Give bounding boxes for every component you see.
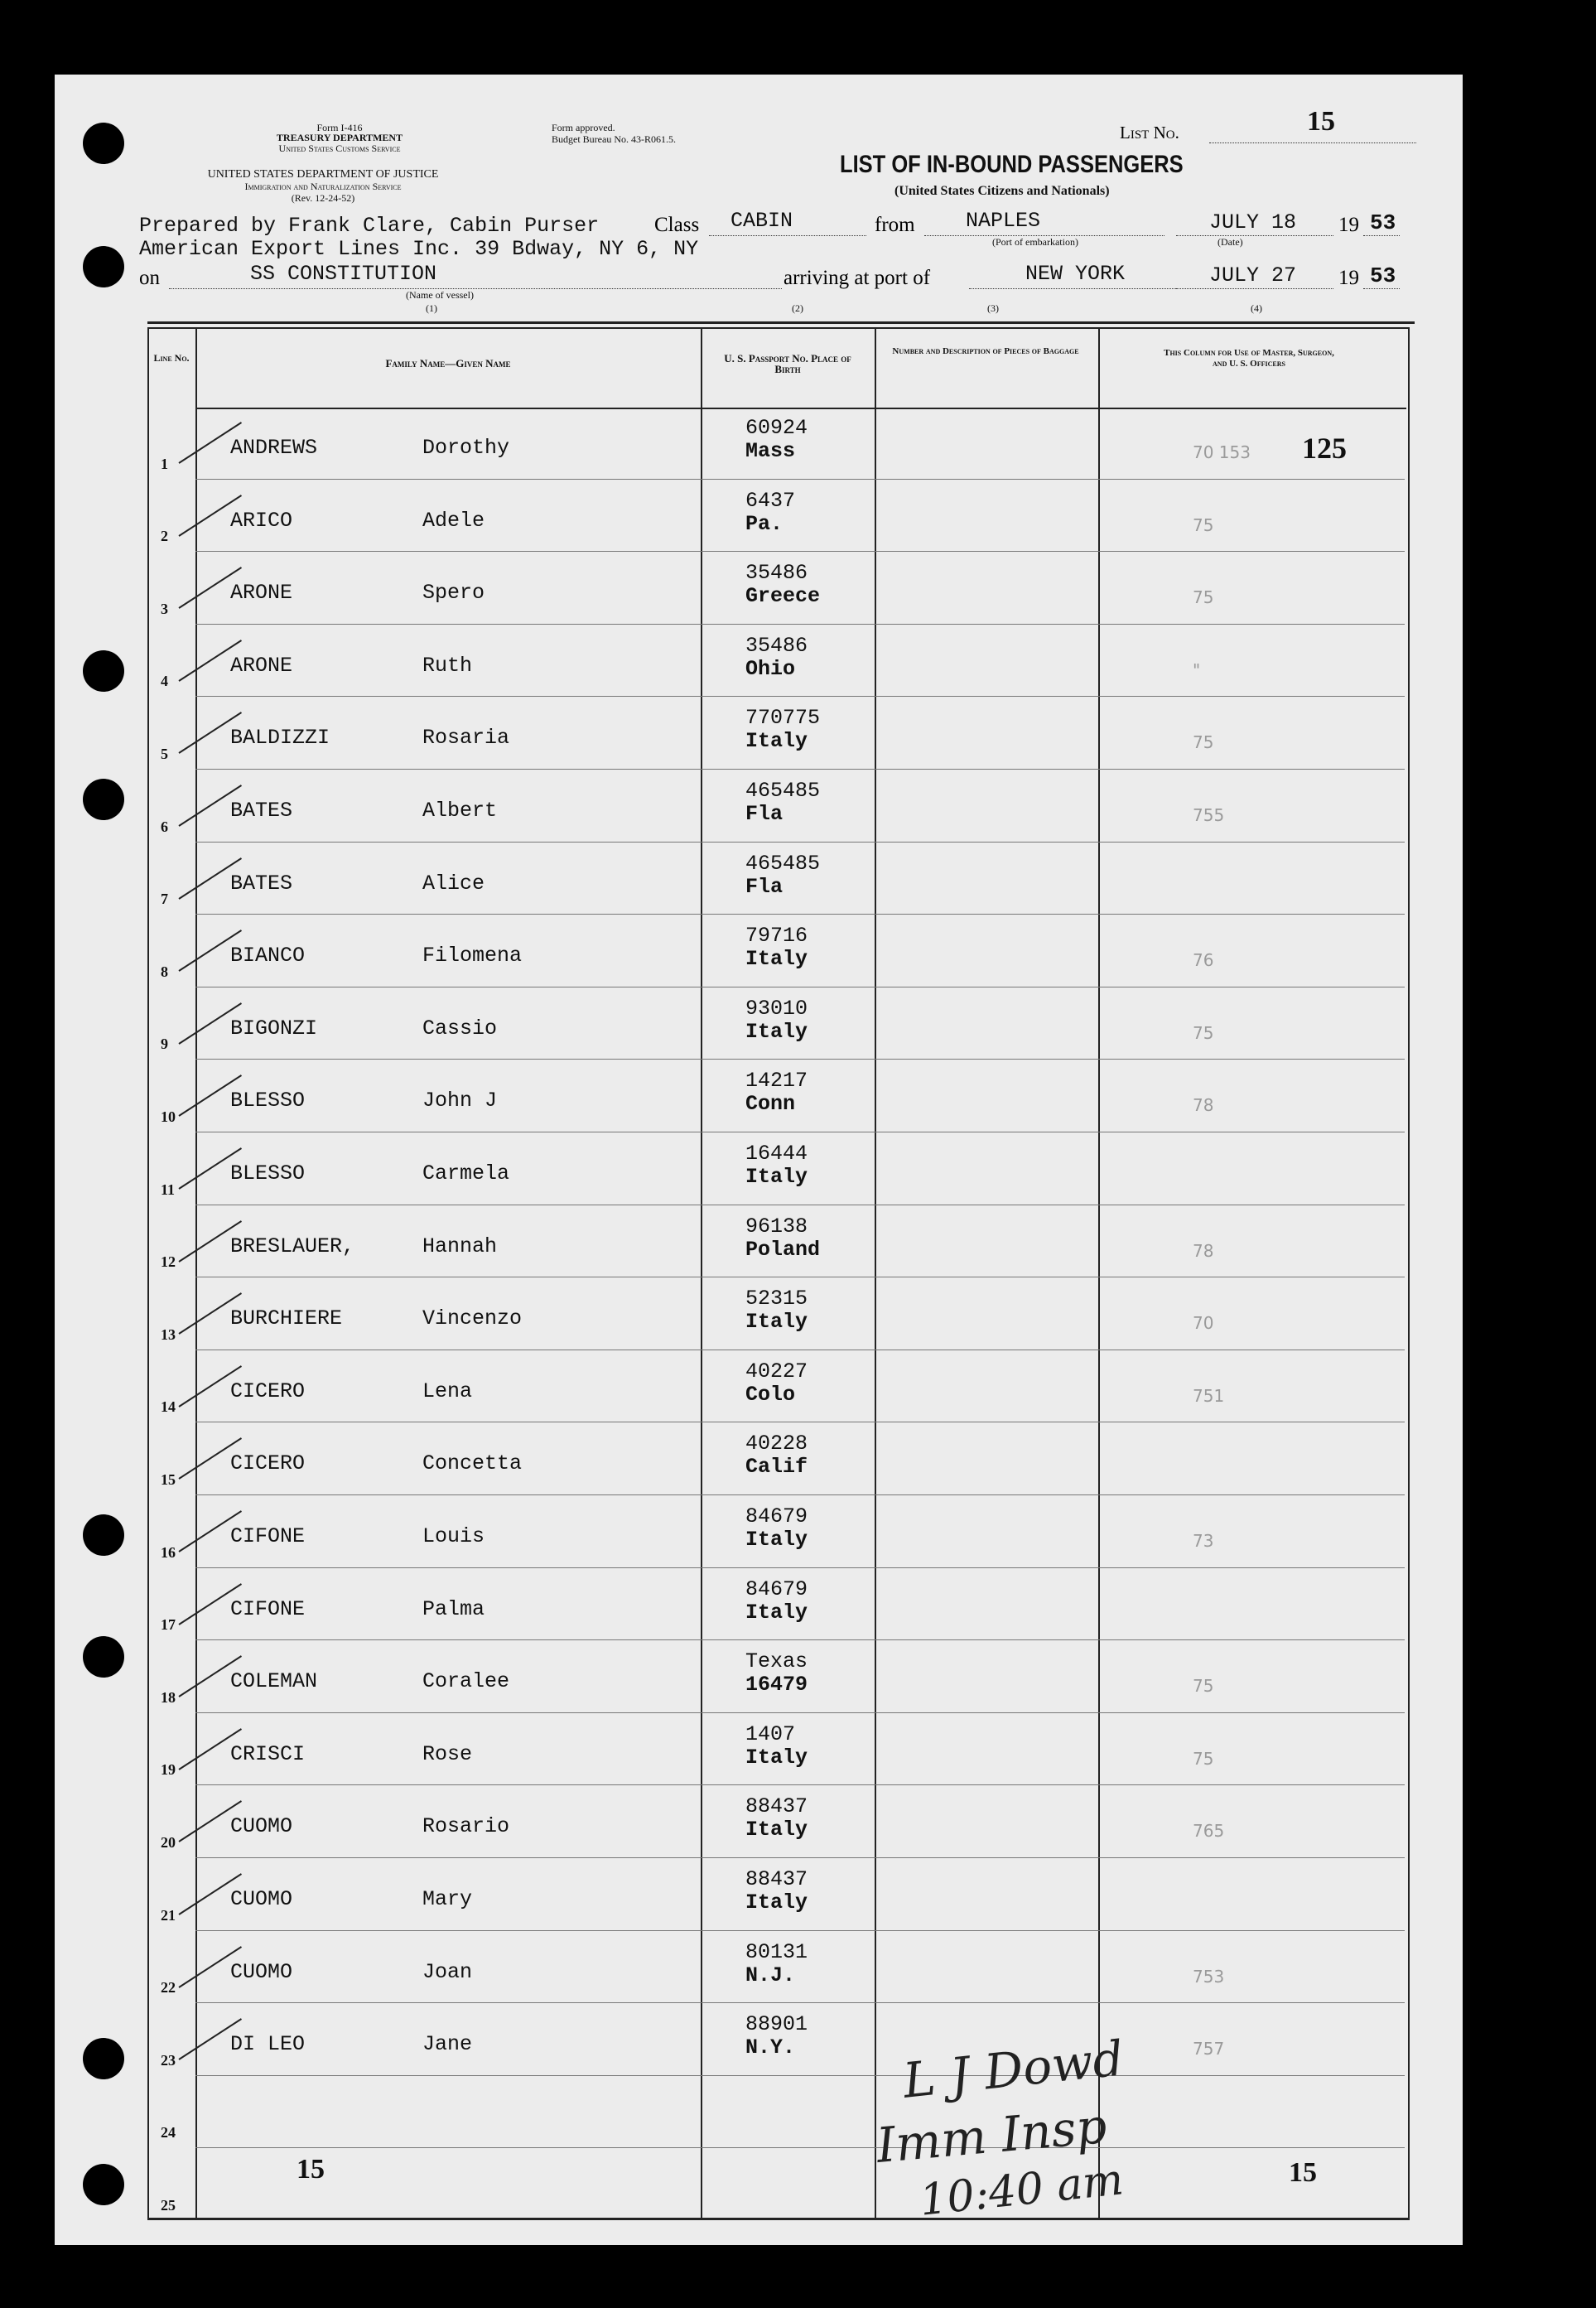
row-divider bbox=[195, 2002, 1405, 2003]
col-num-4: (4) bbox=[1251, 302, 1262, 314]
place-of-birth: Colo bbox=[745, 1382, 796, 1407]
officer-note: 70 bbox=[1193, 1313, 1214, 1334]
year-prefix: 19 bbox=[1338, 214, 1359, 236]
place-of-birth: Italy bbox=[745, 947, 808, 972]
line-number: 13 bbox=[161, 1325, 176, 1343]
family-name: BATES bbox=[230, 871, 293, 896]
list-no-label: List No. bbox=[1120, 123, 1179, 142]
passport-number: 88901 bbox=[745, 2012, 808, 2037]
form-number: Form I-416 bbox=[316, 122, 363, 133]
given-name: Mary bbox=[422, 1887, 473, 1911]
passport-number: 52315 bbox=[745, 1287, 808, 1311]
place-of-birth: Poland bbox=[745, 1237, 821, 1262]
line-number: 24 bbox=[161, 2124, 176, 2141]
given-name: Spero bbox=[422, 581, 485, 606]
line-number: 12 bbox=[161, 1253, 176, 1271]
family-name: BALDIZZI bbox=[230, 726, 330, 751]
officer-note: 70 153 bbox=[1193, 442, 1251, 462]
given-name: Rose bbox=[422, 1741, 473, 1766]
form-title: LIST OF IN-BOUND PASSENGERS bbox=[840, 151, 1184, 178]
line-number: 4 bbox=[161, 673, 168, 690]
passport-number: 16444 bbox=[745, 1142, 808, 1166]
customs-service: United States Customs Service bbox=[278, 142, 401, 154]
line-number: 23 bbox=[161, 2051, 176, 2069]
given-name: Rosaria bbox=[422, 726, 510, 751]
vessel-name: SS CONSTITUTION bbox=[250, 262, 437, 286]
given-name: Alice bbox=[422, 871, 485, 896]
given-name: Ruth bbox=[422, 653, 473, 678]
line-number: 10 bbox=[161, 1108, 176, 1125]
family-name: BRESLAUER, bbox=[230, 1234, 355, 1258]
officer-note: 75 bbox=[1193, 587, 1214, 608]
col-header-passport: U. S. Passport No. Place of Birth bbox=[724, 352, 851, 375]
total-left: 15 bbox=[297, 2154, 325, 2185]
line-number: 14 bbox=[161, 1398, 176, 1416]
row-divider bbox=[195, 479, 1405, 480]
row-divider bbox=[195, 696, 1405, 697]
place-of-birth: Italy bbox=[745, 729, 808, 754]
officer-note: 73 bbox=[1193, 1531, 1214, 1551]
binder-hole bbox=[83, 1514, 124, 1556]
justice-dept: UNITED STATES DEPARTMENT OF JUSTICE bbox=[207, 168, 439, 181]
line-number: 8 bbox=[161, 963, 168, 980]
given-name: Cassio bbox=[422, 1016, 498, 1041]
place-of-birth: Mass bbox=[745, 439, 796, 463]
budget-bureau: Budget Bureau No. 43-R061.5. bbox=[552, 133, 676, 145]
officer-note: 75 bbox=[1193, 732, 1214, 753]
place-of-birth: Italy bbox=[745, 1528, 808, 1552]
passport-number: 84679 bbox=[745, 1504, 808, 1528]
family-name: CIFONE bbox=[230, 1596, 306, 1621]
row-divider bbox=[195, 1494, 1405, 1495]
family-name: BIGONZI bbox=[230, 1016, 318, 1041]
officer-note: 755 bbox=[1193, 805, 1225, 825]
row-divider bbox=[195, 2147, 1405, 2148]
place-of-birth: Italy bbox=[745, 1165, 808, 1189]
line-number: 2 bbox=[161, 528, 168, 545]
place-of-birth: N.Y. bbox=[745, 2035, 796, 2060]
signature-time: 10:40 am bbox=[917, 2155, 1126, 2226]
list-number: 15 bbox=[1307, 106, 1335, 137]
family-name: BLESSO bbox=[230, 1089, 306, 1113]
officer-note: 765 bbox=[1193, 1821, 1225, 1842]
departure-year: 53 bbox=[1370, 210, 1396, 235]
row-divider bbox=[195, 914, 1405, 915]
row-divider bbox=[195, 842, 1405, 843]
passport-number: 770775 bbox=[745, 706, 821, 731]
place-of-birth: 16479 bbox=[745, 1673, 808, 1697]
family-name: BATES bbox=[230, 799, 293, 823]
date-caption: (Date) bbox=[1217, 236, 1243, 248]
passport-number: 60924 bbox=[745, 416, 808, 440]
place-of-birth: Conn bbox=[745, 1092, 796, 1117]
col-num-1: (1) bbox=[426, 302, 437, 314]
given-name: Palma bbox=[422, 1596, 485, 1621]
passport-number: 40227 bbox=[745, 1359, 808, 1383]
passport-number: 88437 bbox=[745, 1867, 808, 1891]
given-name: Louis bbox=[422, 1524, 485, 1548]
arrival-year: 53 bbox=[1370, 263, 1396, 288]
officer-note: 75 bbox=[1193, 514, 1214, 535]
binder-hole bbox=[83, 779, 124, 820]
year-prefix-2: 19 bbox=[1338, 267, 1359, 289]
col-header-officers: This Column for Use of Master, Surgeon, and U. S. Officers bbox=[1164, 348, 1334, 369]
given-name: Joan bbox=[422, 1959, 473, 1984]
passport-number: 79716 bbox=[745, 924, 808, 949]
binder-hole bbox=[83, 2164, 124, 2205]
given-name: Albert bbox=[422, 799, 498, 823]
officer-note: 76 bbox=[1193, 950, 1214, 971]
officer-note: 751 bbox=[1193, 1385, 1225, 1406]
given-name: John J bbox=[422, 1089, 498, 1113]
place-of-birth: Italy bbox=[745, 1745, 808, 1770]
family-name: CUOMO bbox=[230, 1814, 293, 1839]
from-label: from bbox=[875, 214, 915, 236]
line-number: 21 bbox=[161, 1906, 176, 1924]
given-name: Jane bbox=[422, 2032, 473, 2057]
binder-hole bbox=[83, 1636, 124, 1678]
passport-number: 40228 bbox=[745, 1432, 808, 1456]
binder-hole bbox=[83, 650, 124, 692]
passport-number: 93010 bbox=[745, 996, 808, 1021]
row-divider bbox=[195, 2075, 1405, 2076]
passport-number: 84679 bbox=[745, 1576, 808, 1601]
col-num-2: (2) bbox=[792, 302, 803, 314]
arrival-port: NEW YORK bbox=[1025, 262, 1126, 286]
line-number: 3 bbox=[161, 600, 168, 617]
on-label: on bbox=[139, 267, 160, 289]
passport-number: 1407 bbox=[745, 1721, 796, 1746]
passport-number: Texas bbox=[745, 1649, 808, 1674]
passport-number: 465485 bbox=[745, 779, 821, 803]
line-number: 19 bbox=[161, 1761, 176, 1779]
given-name: Concetta bbox=[422, 1451, 523, 1476]
passport-number: 88437 bbox=[745, 1794, 808, 1819]
family-name: ANDREWS bbox=[230, 436, 318, 460]
row-divider bbox=[195, 769, 1405, 770]
family-name: CUOMO bbox=[230, 1887, 293, 1911]
line-number: 9 bbox=[161, 1036, 168, 1053]
departure-date: JULY 18 bbox=[1209, 210, 1297, 234]
arrival-date: JULY 27 bbox=[1209, 263, 1297, 287]
arriving-label: arriving at port of bbox=[784, 267, 931, 289]
family-name: CICERO bbox=[230, 1379, 306, 1403]
passport-number: 35486 bbox=[745, 561, 808, 586]
port-embark-caption: (Port of embarkation) bbox=[992, 236, 1078, 248]
given-name: Dorothy bbox=[422, 436, 510, 460]
row-divider bbox=[195, 624, 1405, 625]
binder-hole bbox=[83, 123, 124, 164]
place-of-birth: Ohio bbox=[745, 656, 796, 681]
passenger-table bbox=[147, 327, 1410, 2220]
family-name: ARONE bbox=[230, 581, 293, 606]
line-number: 20 bbox=[161, 1834, 176, 1851]
place-of-birth: Fla bbox=[745, 874, 784, 899]
from-value: NAPLES bbox=[966, 209, 1041, 233]
ins-service: Immigration and Naturalization Service bbox=[244, 181, 402, 192]
family-name: BIANCO bbox=[230, 944, 306, 968]
line-number: 7 bbox=[161, 891, 168, 908]
passport-number: 465485 bbox=[745, 851, 821, 876]
form-approved: Form approved. bbox=[552, 122, 615, 133]
line-number: 22 bbox=[161, 1979, 176, 1997]
line-number: 11 bbox=[161, 1181, 176, 1198]
place-of-birth: Italy bbox=[745, 1310, 808, 1335]
officer-signature: L J Dowd bbox=[900, 2030, 1126, 2109]
given-name: Filomena bbox=[422, 944, 523, 968]
row-divider bbox=[195, 1059, 1405, 1060]
place-of-birth: Italy bbox=[745, 1818, 808, 1842]
line-number: 18 bbox=[161, 1688, 176, 1706]
revision-date: (Rev. 12-24-52) bbox=[291, 192, 355, 204]
col-header-baggage: Number and Description of Pieces of Baggage bbox=[892, 346, 1079, 356]
place-of-birth: Italy bbox=[745, 1019, 808, 1044]
col-header-line-no: Line No. bbox=[153, 352, 190, 364]
line-number: 6 bbox=[161, 818, 168, 835]
family-name: CRISCI bbox=[230, 1741, 306, 1766]
class-value: CABIN bbox=[730, 209, 793, 233]
officer-note: 78 bbox=[1193, 1240, 1214, 1261]
officer-note: 75 bbox=[1193, 1676, 1214, 1697]
given-name: Hannah bbox=[422, 1234, 498, 1258]
place-of-birth: Fla bbox=[745, 802, 784, 826]
row-divider bbox=[195, 1639, 1405, 1640]
form-subtitle: (United States Citizens and Nationals) bbox=[894, 184, 1110, 198]
officer-note: 75 bbox=[1193, 1022, 1214, 1043]
given-name: Rosario bbox=[422, 1814, 510, 1839]
page-count: 125 bbox=[1302, 432, 1347, 465]
row-divider bbox=[195, 1567, 1405, 1568]
family-name: ARICO bbox=[230, 508, 293, 533]
family-name: BURCHIERE bbox=[230, 1306, 343, 1331]
passport-number: 80131 bbox=[745, 1939, 808, 1964]
col-header-name: Family Name—Given Name bbox=[385, 357, 511, 369]
line-number: 17 bbox=[161, 1616, 176, 1634]
line-number: 25 bbox=[161, 2197, 176, 2214]
officer-note: 753 bbox=[1193, 1966, 1225, 1987]
family-name: CUOMO bbox=[230, 1959, 293, 1984]
prepared-by: Prepared by Frank Clare, Cabin Purser bbox=[139, 214, 600, 238]
officer-note: 78 bbox=[1193, 1095, 1214, 1116]
row-divider bbox=[195, 1857, 1405, 1858]
row-divider bbox=[195, 1784, 1405, 1785]
passport-number: 35486 bbox=[745, 633, 808, 658]
passport-number: 14217 bbox=[745, 1069, 808, 1094]
line-number: 5 bbox=[161, 746, 168, 762]
line-number: 16 bbox=[161, 1543, 176, 1561]
row-divider bbox=[195, 551, 1405, 552]
line-number: 1 bbox=[161, 455, 168, 472]
passport-number: 96138 bbox=[745, 1214, 808, 1238]
company-line: American Export Lines Inc. 39 Bdway, NY 6, NY bbox=[139, 237, 699, 261]
binder-hole bbox=[83, 246, 124, 287]
line-number: 15 bbox=[161, 1471, 176, 1488]
family-name: BLESSO bbox=[230, 1161, 306, 1185]
place-of-birth: Italy bbox=[745, 1600, 808, 1625]
row-divider bbox=[195, 1712, 1405, 1713]
class-label: Class bbox=[654, 214, 700, 236]
given-name: Coralee bbox=[422, 1669, 510, 1694]
place-of-birth: Greece bbox=[745, 584, 821, 609]
family-name: ARONE bbox=[230, 653, 293, 678]
given-name: Lena bbox=[422, 1379, 473, 1403]
family-name: DI LEO bbox=[230, 2032, 306, 2057]
place-of-birth: Italy bbox=[745, 1890, 808, 1914]
family-name: COLEMAN bbox=[230, 1669, 318, 1694]
officer-note: 757 bbox=[1193, 2039, 1225, 2059]
officer-note: " bbox=[1193, 659, 1201, 680]
officer-note: 75 bbox=[1193, 1748, 1214, 1769]
place-of-birth: Pa. bbox=[745, 511, 784, 536]
family-name: CIFONE bbox=[230, 1524, 306, 1548]
given-name: Carmela bbox=[422, 1161, 510, 1185]
passport-number: 6437 bbox=[745, 488, 796, 513]
officer-title: Imm Insp bbox=[874, 2097, 1109, 2175]
family-name: CICERO bbox=[230, 1451, 306, 1476]
place-of-birth: Calif bbox=[745, 1455, 808, 1480]
total-right: 15 bbox=[1289, 2157, 1317, 2188]
given-name: Vincenzo bbox=[422, 1306, 523, 1331]
place-of-birth: N.J. bbox=[745, 1963, 796, 1987]
vessel-caption: (Name of vessel) bbox=[406, 289, 474, 301]
treasury-dept: TREASURY DEPARTMENT bbox=[276, 132, 403, 143]
binder-hole bbox=[83, 2038, 124, 2079]
row-divider bbox=[195, 1930, 1405, 1931]
given-name: Adele bbox=[422, 508, 485, 533]
col-num-3: (3) bbox=[987, 302, 999, 314]
